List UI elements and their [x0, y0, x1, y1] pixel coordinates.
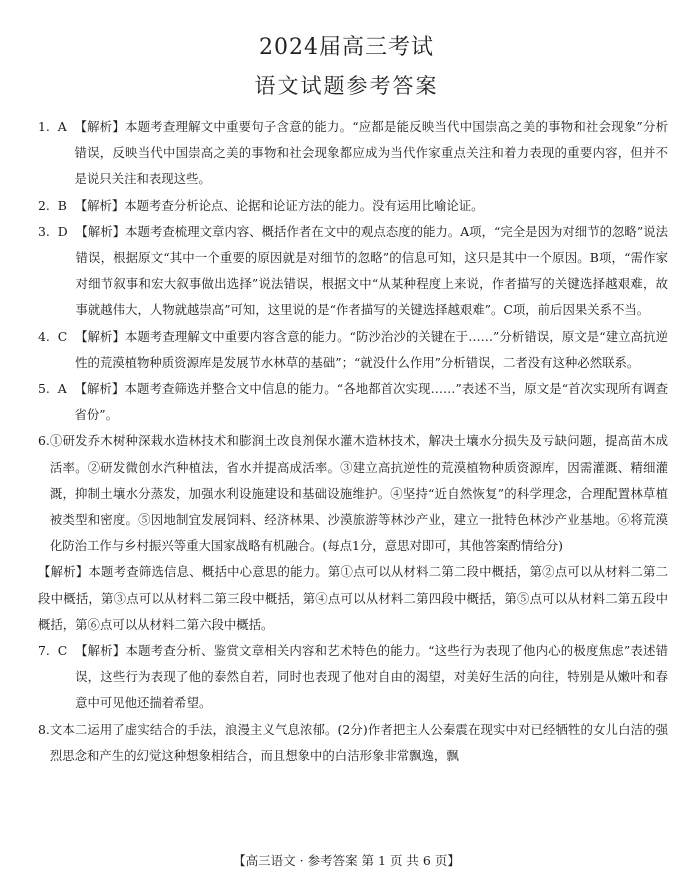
answer-text: ①研发乔木树种深栽水造林技术和膨润土改良剂保水灌木造林技术，解决土壤水分损失及亏缺问题，提高苗木成活率。②研发微创水汽种植法，省水并提高成活率。③建立高抗逆性的荒漠植物种质资源库，因需灌溉、精细灌溉，抑制土壤水分蒸发，加强水利设施建设和基础设施维护。④坚持“近自然恢复”的科学理念，合理配置林草植被类型和密度。⑤因地制宜发展饲料、经济林果、沙漠旅游等林沙产业，建立一批特色林沙产业基地。⑥将荒漠化防治工作与乡村振兴等重大国家战略有机融合。(每点1分，意思对即可，其他答案酌情给分): [49, 433, 668, 554]
answer-text: 【解析】本题考查梳理文章内容、概括作者在文中的观点态度的能力。A项，“完全是因为对细节的忽略”说法错误，根据原文“其中一个重要的原因就是对细节的忽略”的信息可知，这只是其中一个原因。B项，“需作家对细节叙事和宏大叙事做出选择”说法错误，根据文中“从某种程度上来说，作者描写的关键选择越艰难，故事就越伟大，人物就越崇高”可知，这里说的是“作者描写的关键选择越艰难”。C项，前后因果关系不当。: [75, 223, 668, 318]
exam-subtitle: 语文试题参考答案: [254, 74, 439, 98]
answer-item-3: [38, 219, 668, 324]
answer-item-7: [38, 638, 668, 717]
answer-item-6: [38, 428, 668, 559]
page-footer: 【高三语文 · 参考答案 第 1 页 共 6 页】: [233, 853, 460, 868]
answer-text: 【解析】本题考查理解文中重要句子含意的能力。“应都是能反映当代中国崇高之美的事物和社会现象”分析错误，反映当代中国崇高之美的事物和社会现象都应成为当代作家重点关注和着力表现的重要内容，但并不是说只关注和表现这些。: [74, 119, 668, 187]
answer-text: 【解析】本题考查理解文中重要内容含意的能力。“防沙治沙的关键在于……”分析错误，原文是“建立高抗逆性的荒漠植物种质资源库是发展节水林草的基础”；“就没什么作用”分析错误，二者没有这种必然联系。: [75, 328, 668, 370]
exam-title: 2024届高三考试: [259, 35, 434, 60]
answer-item-6-analysis: [38, 559, 668, 638]
answer-number: 5. A: [38, 381, 75, 397]
answer-number: 7. C: [38, 643, 76, 659]
answer-number: 3. D: [38, 223, 76, 239]
answer-list: [38, 114, 668, 769]
answer-text: 文本二运用了虚实结合的手法，浪漫主义气息浓郁。(2分)作者把主人公秦震在现实中对已经牺牲的女儿白洁的强烈思念和产生的幻觉这种想象相结合，而且想象中的白洁形象非常飘逸，飘: [49, 721, 668, 763]
answer-number: 8.: [38, 721, 50, 737]
answer-item-5: [38, 376, 668, 428]
answer-item-4: [38, 324, 668, 376]
answer-item-8: [38, 717, 668, 769]
answer-text: 【解析】本题考查筛选并整合文中信息的能力。“各地都首次实现……”表述不当，原文是“首次实现所有调查省份”。: [74, 381, 668, 423]
answer-text: 【解析】本题考查分析、鉴赏文章相关内容和艺术特色的能力。“这些行为表现了他内心的极度焦虑”表述错误，这些行为表现了他的泰然自若，同时也表现了他对自由的渴望，对美好生活的向往，特别是从嫩叶和春意中可见他还揣着希望。: [75, 643, 668, 711]
answer-number: 2. B: [38, 197, 75, 213]
answer-number: 1. A: [38, 119, 75, 134]
answer-item-1: [38, 114, 668, 193]
answer-item-2: [38, 193, 668, 219]
answer-number: 6.: [38, 433, 50, 449]
answer-number: 4. C: [38, 328, 76, 344]
analysis-text: 【解析】本题考查筛选信息、概括中心意思的能力。第①点可以从材料二第二段中概括，第②点可以从材料二第二段中概括，第③点可以从材料二第三段中概括，第④点可以从材料二第四段中概括，第⑤点可以从材料二第五段中概括，第⑥点可以从材料二第六段中概括。: [38, 564, 668, 632]
answer-text: 【解析】本题考查分析论点、论据和论证方法的能力。没有运用比喻论证。: [74, 197, 484, 213]
